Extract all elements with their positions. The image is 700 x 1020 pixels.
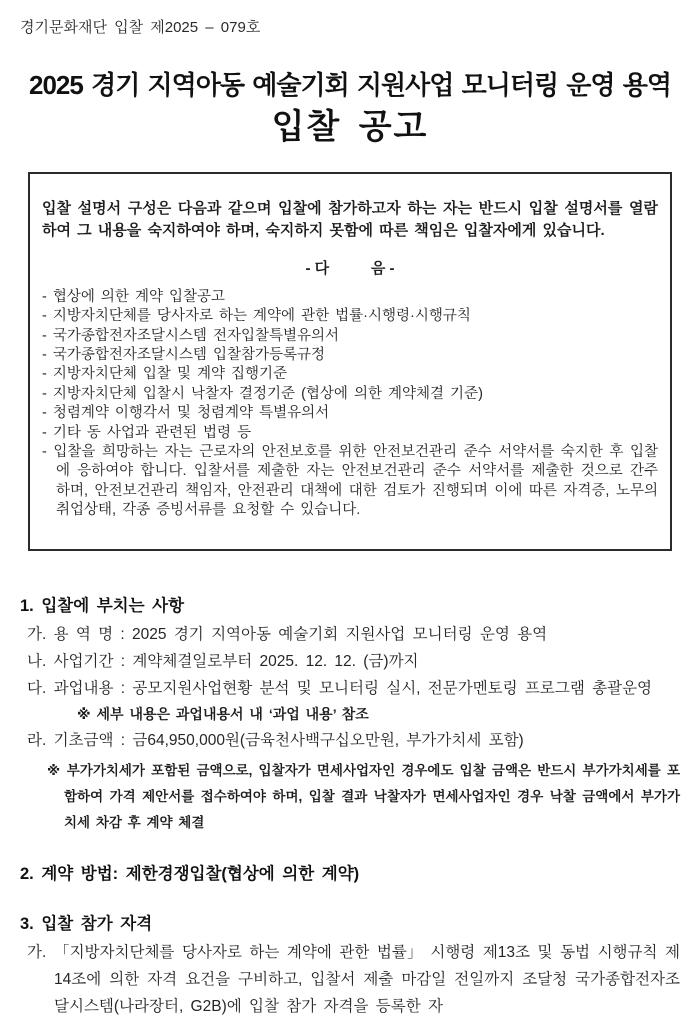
section-contract-method bbox=[20, 863, 680, 885]
section1-rows bbox=[20, 621, 680, 836]
notice-list bbox=[42, 288, 658, 521]
notice-list-item: - 지방자치단체를 당사자로 하는 계약에 관한 법률·시행령·시행규칙 bbox=[42, 308, 471, 325]
document-subtitle: 입찰 공고 bbox=[271, 108, 429, 147]
notice-intro: 입찰 설명서 구성은 다음과 같으며 입찰에 참가하고자 하는 자는 반드시 입찰 설명서를 열람하여 그 내용을 숙지하여야 하며, 숙지하지 못함에 따른 책임은 입찰자에게 있습니다. bbox=[42, 199, 658, 240]
section-bid-matters bbox=[20, 595, 680, 836]
document-sections bbox=[20, 595, 680, 1020]
section3-heading: 3. 입찰 참가 자격 bbox=[20, 914, 153, 933]
notice-list-item: - 협상에 의한 계약 입찰공고 bbox=[42, 288, 226, 305]
section1-row-period: 나. 사업기간 : 계약체결일로부터 2025. 12. 12. (금)까지 bbox=[27, 652, 419, 670]
daum-divider: - 다 음 - bbox=[305, 259, 395, 277]
notice-list-item: - 국가종합전자조달시스템 전자입찰특별유의서 bbox=[42, 327, 340, 344]
notice-list-item: - 지방자치단체 입찰 및 계약 집행기준 bbox=[42, 366, 288, 383]
section1-row-base-amount: 라. 기초금액 : 금64,950,000원(금육천사백구십오만원, 부가가치세 포함) bbox=[27, 731, 524, 749]
section2-heading: 2. 계약 방법: 제한경쟁입찰(협상에 의한 계약) bbox=[20, 864, 360, 883]
section1-row-scope: 다. 과업내용 : 공모지원사업현황 분석 및 모니터링 실시, 전문가멘토링 프로그램 총괄운영 bbox=[27, 679, 653, 697]
notice-list-item: - 기타 동 사업과 관련된 법령 등 bbox=[42, 424, 252, 441]
section3-rows bbox=[20, 939, 680, 1020]
notice-list-item: - 국가종합전자조달시스템 입찰참가등록규정 bbox=[42, 346, 326, 363]
notice-list-item: - 입찰을 희망하는 자는 근로자의 안전보호를 위한 안전보건관리 준수 서약서를 숙지한 후 입찰에 응하여야 합니다. 입찰서를 제출한 자는 안전보건관리 준수 서약서를 제출한 것으로 간주하며, 안전보건관리 책임자, 안전관리 대책에 대한 검토가 진행되며 이에 따른 자격증, 노무의 취업상태, 각종 증빙서류를 요청할 수 있습니다. bbox=[42, 444, 658, 519]
notice-box bbox=[28, 172, 672, 551]
document-title: 2025 경기 지역아동 예술기회 지원사업 모니터링 운영 용역 bbox=[29, 70, 671, 100]
section1-note-vat: ※ 부가가치세가 포함된 금액으로, 입찰자가 면세사업자인 경우에도 입찰 금액은 반드시 부가가치세를 포함하여 가격 제안서를 접수하여야 하며, 입찰 결과 낙찰자가 면세사업자인 경우 낙찰 금액에서 부가가치세 차감 후 계약 체결 bbox=[47, 762, 680, 830]
notice-list-item: - 청렴계약 이행각서 및 청렴계약 특별유의서 bbox=[42, 405, 330, 422]
section1-note-scope: ※ 세부 내용은 과업내용서 내 ‘과업 내용’ 참조 bbox=[77, 705, 369, 722]
notice-list-item: - 지방자치단체 입찰시 낙찰자 결정기준 (협상에 의한 계약체결 기준) bbox=[42, 385, 483, 402]
section1-heading: 1. 입찰에 부치는 사항 bbox=[20, 596, 185, 615]
section3-row-eligibility: 가. 「지방자치단체를 당사자로 하는 계약에 관한 법률」 시행령 제13조 및 동법 시행규칙 제14조에 의한 자격 요건을 구비하고, 입찰서 제출 마감일 전일까지 조달청 국가종합전자조달시스템(나라장터, G2B)에 입찰 참가 자격을 등록한 자 bbox=[27, 943, 680, 1015]
section1-row-service-name: 가. 용 역 명 : 2025 경기 지역아동 예술기회 지원사업 모니터링 운영 용역 bbox=[27, 625, 548, 643]
document-ref-number: 경기문화재단 입찰 제2025 – 079호 bbox=[20, 19, 261, 36]
section-eligibility bbox=[20, 913, 680, 1020]
